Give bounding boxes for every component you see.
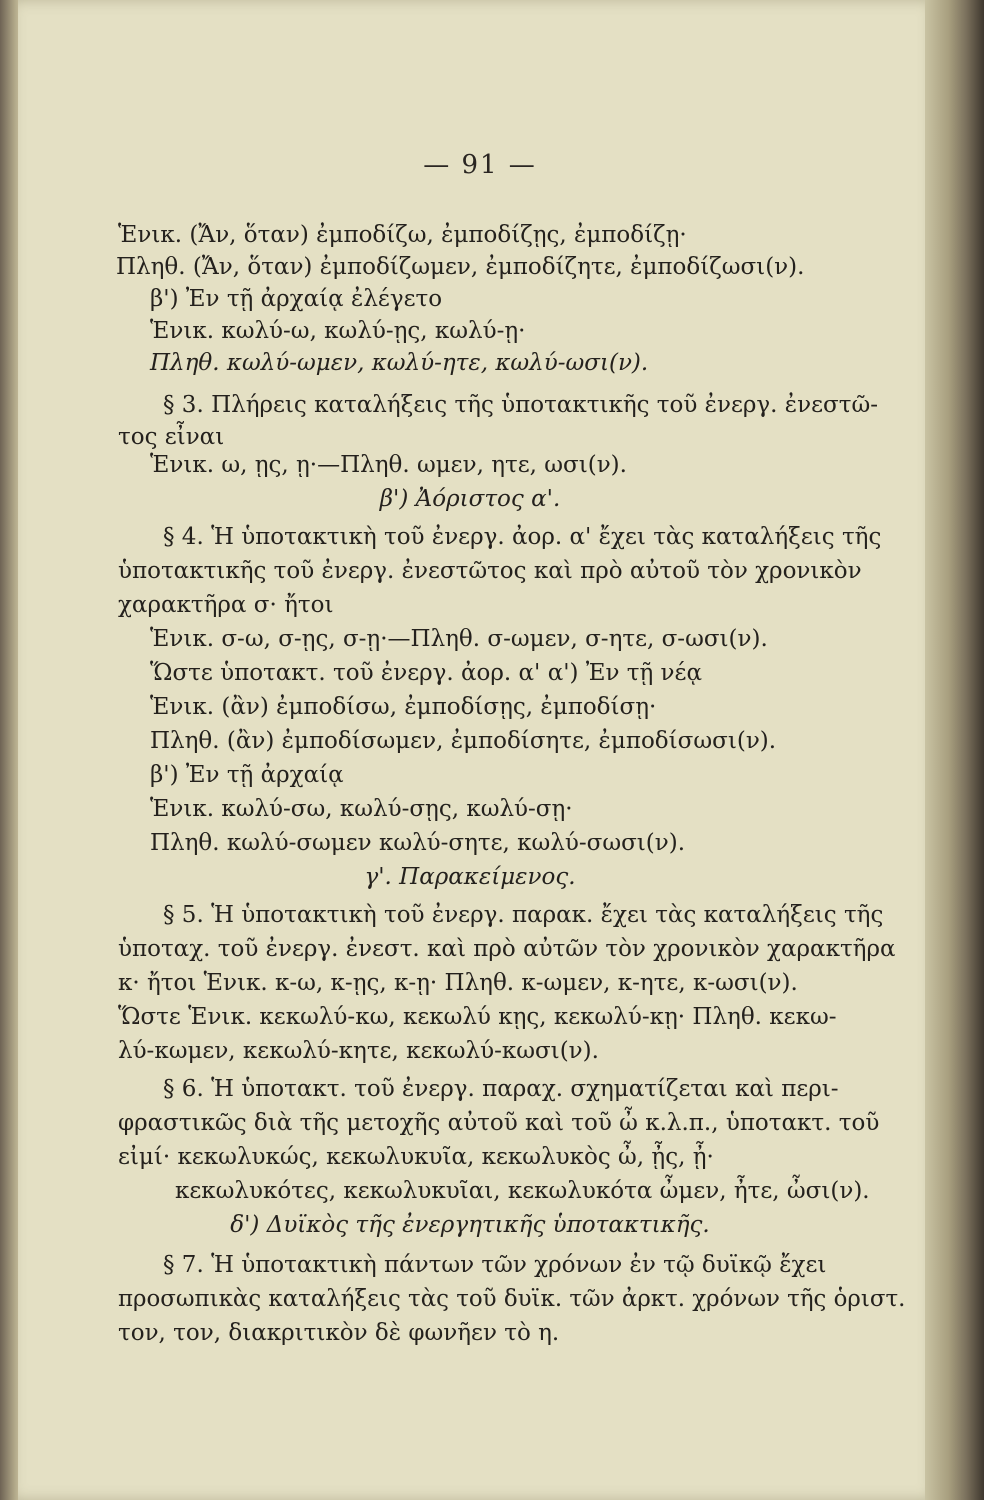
- text-line: Ἑνικ. κωλύ-σω, κωλύ-σῃς, κωλύ-σῃ·: [150, 796, 573, 822]
- text-line: Ὥστε ὑποτακτ. τοῦ ἐνεργ. ἀορ. α' α') Ἐν τῇ νέᾳ: [150, 660, 702, 686]
- text-line: φραστικῶς διὰ τῆς μετοχῆς αὐτοῦ καὶ τοῦ ὦ κ.λ.π., ὑποτακτ. τοῦ: [118, 1110, 880, 1136]
- text-line: ὑποτακτικῆς τοῦ ἐνεργ. ἐνεστῶτος καὶ πρὸ αὐτοῦ τὸν χρονικὸν: [118, 558, 862, 584]
- text-line: § 5. Ἡ ὑποτακτικὴ τοῦ ἐνεργ. παρακ. ἔχει τὰς καταλήξεις τῆς: [163, 902, 884, 928]
- text-line: Ἑνικ. (ἂν) ἐμποδίσω, ἐμποδίσῃς, ἐμποδίσῃ·: [150, 694, 657, 720]
- text-line: Ἑνικ. (Ἄν, ὅταν) ἐμποδίζω, ἐμποδίζῃς, ἐμποδίζῃ·: [118, 222, 687, 248]
- section-heading: β') Ἀόριστος α'.: [379, 486, 561, 512]
- text-line: Ὥστε Ἑνικ. κεκωλύ-κω, κεκωλύ κῃς, κεκωλύ-κῃ· Πληθ. κεκω-: [118, 1004, 837, 1030]
- text-line: Ἑνικ. σ-ω, σ-ῃς, σ-ῃ·—Πληθ. σ-ωμεν, σ-ητε, σ-ωσι(ν).: [150, 626, 768, 652]
- text-line: Πληθ. (Ἄν, ὅταν) ἐμποδίζωμεν, ἐμποδίζητε, ἐμποδίζωσι(ν).: [116, 254, 805, 280]
- page-number: — 91 —: [423, 150, 537, 180]
- section-heading: γ'. Παρακείμενος.: [364, 864, 576, 890]
- section-heading: δ') Δυϊκὸς τῆς ἐνεργητικῆς ὑποτακτικῆς.: [230, 1212, 710, 1238]
- text-line: λύ-κωμεν, κεκωλύ-κητε, κεκωλύ-κωσι(ν).: [118, 1038, 599, 1064]
- text-line: § 4. Ἡ ὑποτακτικὴ τοῦ ἐνεργ. ἀορ. α' ἔχει τὰς καταλήξεις τῆς: [163, 524, 882, 550]
- text-line: Πληθ. (ἂν) ἐμποδίσωμεν, ἐμποδίσητε, ἐμποδίσωσι(ν).: [150, 728, 777, 754]
- text-line: β') Ἐν τῇ ἀρχαίᾳ: [150, 762, 344, 788]
- text-line: κεκωλυκότες, κεκωλυκυῖαι, κεκωλυκότα ὦμεν, ἦτε, ὦσι(ν).: [175, 1178, 870, 1204]
- text-line: εἰμί· κεκωλυκώς, κεκωλυκυῖα, κεκωλυκὸς ὦ, ᾖς, ᾖ·: [118, 1144, 714, 1170]
- text-line: τον, τον, διακριτικὸν δὲ φωνῆεν τὸ η.: [118, 1320, 560, 1346]
- text-line: β') Ἐν τῇ ἀρχαίᾳ ἐλέγετο: [150, 286, 443, 312]
- text-line: κ· ἤτοι Ἑνικ. κ-ω, κ-ῃς, κ-ῃ· Πληθ. κ-ωμεν, κ-ητε, κ-ωσι(ν).: [118, 970, 798, 996]
- text-line: § 6. Ἡ ὑποτακτ. τοῦ ἐνεργ. παραχ. σχηματίζεται καὶ περι-: [163, 1076, 839, 1102]
- text-line: § 3. Πλήρεις καταλήξεις τῆς ὑποτακτικῆς τοῦ ἐνεργ. ἐνεστῶ-: [163, 392, 878, 418]
- text-line: Πληθ. κωλύ-σωμεν κωλύ-σητε, κωλύ-σωσι(ν).: [150, 830, 686, 856]
- text-line: χαρακτῆρα σ· ἤτοι: [118, 592, 334, 618]
- text-line: ὑποταχ. τοῦ ἐνεργ. ἐνεστ. καὶ πρὸ αὐτῶν τὸν χρονικὸν χαρακτῆρα: [118, 936, 896, 962]
- text-line: τος εἶναι: [118, 424, 225, 450]
- text-line: Πληθ. κωλύ-ωμεν, κωλύ-ητε, κωλύ-ωσι(ν).: [150, 350, 649, 376]
- text-line: προσωπικὰς καταλήξεις τὰς τοῦ δυϊκ. τῶν ἀρκτ. χρόνων τῆς ὁριστ.: [118, 1286, 906, 1312]
- text-line: § 7. Ἡ ὑποτακτικὴ πάντων τῶν χρόνων ἐν τῷ δυϊκῷ ἔχει: [163, 1252, 827, 1278]
- text-line: Ἑνικ. ω, ῃς, ῃ·—Πληθ. ωμεν, ητε, ωσι(ν).: [150, 452, 627, 478]
- text-line: Ἑνικ. κωλύ-ω, κωλύ-ῃς, κωλύ-ῃ·: [150, 318, 526, 344]
